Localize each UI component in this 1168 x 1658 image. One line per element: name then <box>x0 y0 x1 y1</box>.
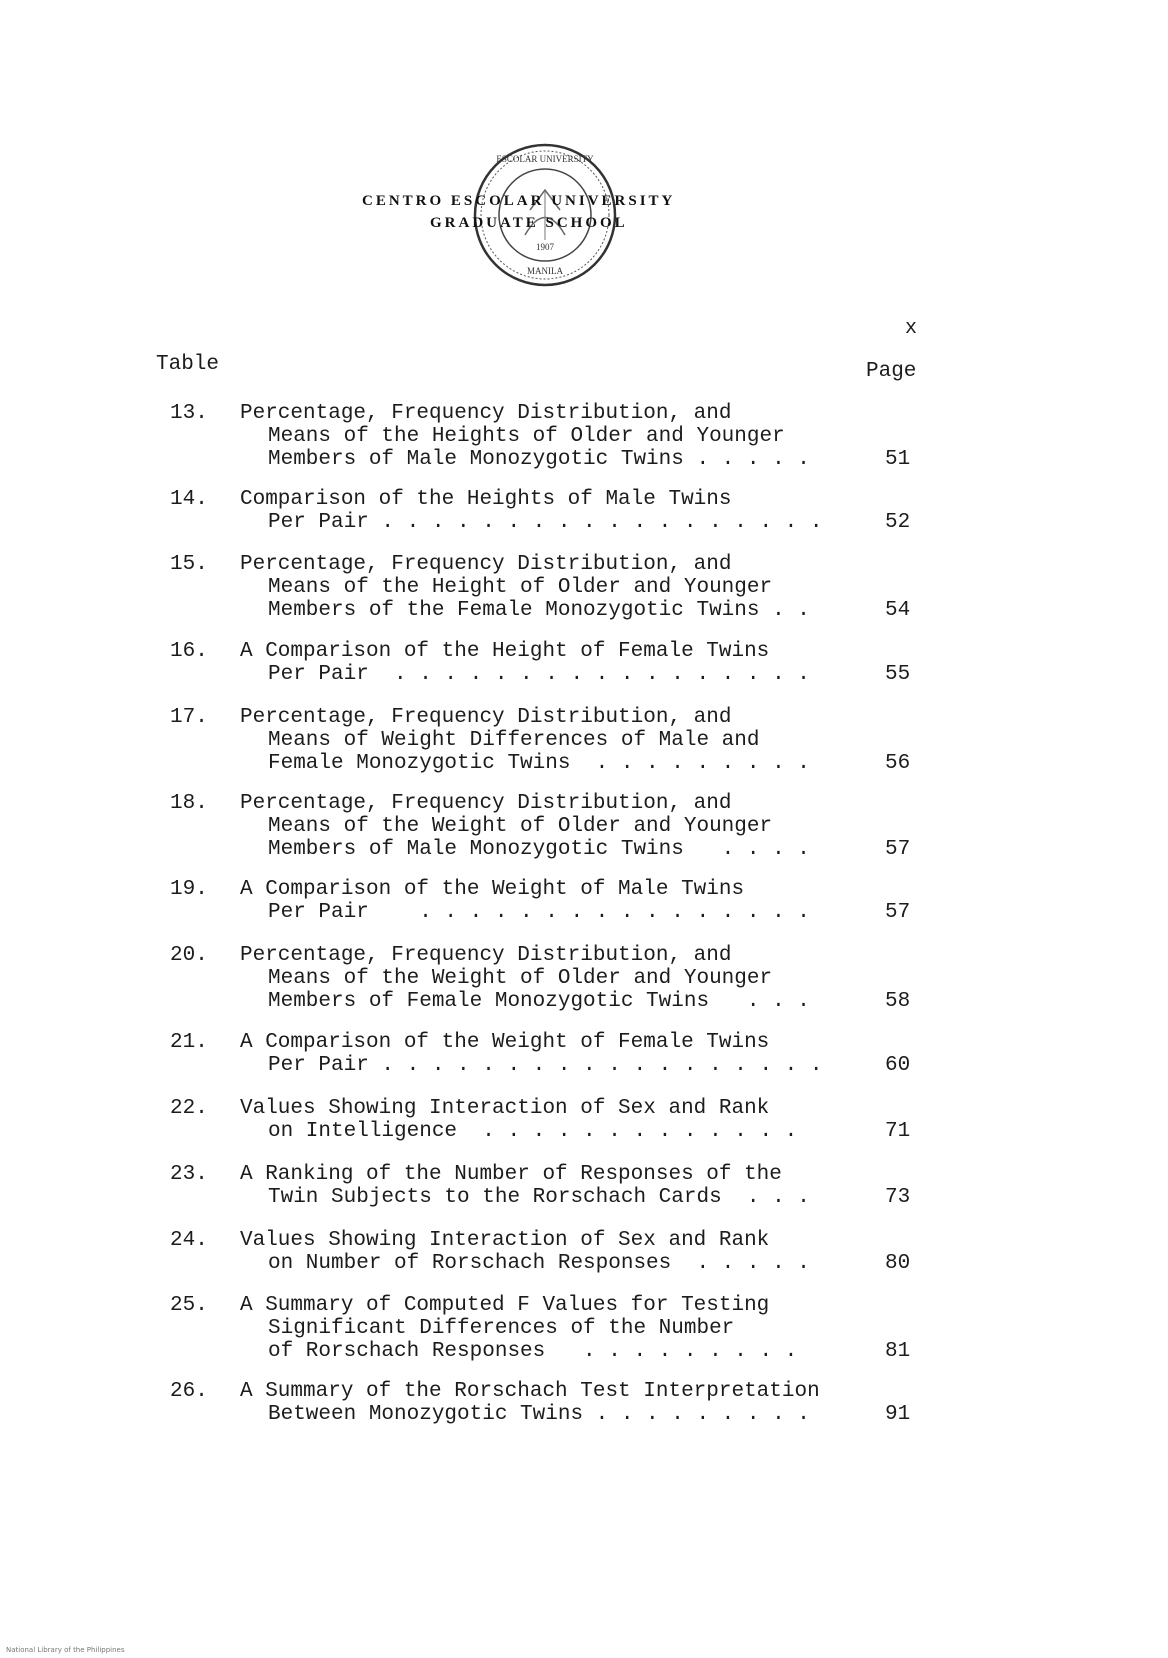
title-line: Percentage, Frequency Distribution, and <box>240 553 732 576</box>
page-reference: 81 <box>885 1340 911 1363</box>
table-title <box>240 1229 860 1275</box>
page-reference: 52 <box>885 511 911 534</box>
title-line: Per Pair . . . . . . . . . . . . . . . . . <box>268 663 810 686</box>
page-reference: 60 <box>885 1054 911 1077</box>
page-reference: 57 <box>885 838 911 861</box>
page-reference: 57 <box>885 901 911 924</box>
table-number: 14. <box>170 488 208 511</box>
table-number: 25. <box>170 1294 208 1317</box>
table-number: 24. <box>170 1229 208 1252</box>
title-line: Percentage, Frequency Distribution, and <box>240 944 732 967</box>
table-title <box>240 944 860 1013</box>
page-reference: 80 <box>885 1252 911 1275</box>
title-line: A Summary of Computed F Values for Testing <box>240 1294 770 1317</box>
page-number: x <box>905 317 918 340</box>
title-line: A Comparison of the Weight of Female Twins <box>240 1031 770 1054</box>
title-line: Values Showing Interaction of Sex and Rank <box>240 1229 770 1252</box>
title-line: Means of the Heights of Older and Younger <box>268 425 785 448</box>
title-line: Means of the Weight of Older and Younger <box>268 815 773 838</box>
title-line: Percentage, Frequency Distribution, and <box>240 792 732 815</box>
title-line: Members of Male Monozygotic Twins . . . . . <box>268 448 810 471</box>
footer-note: National Library of the Philippines <box>6 1646 125 1654</box>
title-line: Values Showing Interaction of Sex and Rank <box>240 1097 770 1120</box>
title-line: of Rorschach Responses . . . . . . . . . <box>268 1340 798 1363</box>
table-number: 16. <box>170 640 208 663</box>
title-line: A Comparison of the Weight of Male Twins <box>240 878 745 901</box>
table-title <box>240 706 860 775</box>
table-title <box>240 1163 860 1209</box>
title-line: Percentage, Frequency Distribution, and <box>240 706 732 729</box>
table-title <box>240 1380 860 1426</box>
title-line: A Ranking of the Number of Responses of the <box>240 1163 782 1186</box>
column-header-page: Page <box>866 360 917 383</box>
page-reference: 51 <box>885 448 911 471</box>
table-number: 15. <box>170 553 208 576</box>
title-line: Per Pair . . . . . . . . . . . . . . . . . . <box>268 511 823 534</box>
title-line: on Intelligence . . . . . . . . . . . . . <box>268 1120 798 1143</box>
title-line: Means of the Height of Older and Younger <box>268 576 773 599</box>
page-reference: 54 <box>885 599 911 622</box>
title-line: A Comparison of the Height of Female Twins <box>240 640 770 663</box>
page-reference: 56 <box>885 752 911 775</box>
title-line: Members of the Female Monozygotic Twins . . <box>268 599 810 622</box>
title-line: Per Pair . . . . . . . . . . . . . . . . . . <box>268 1054 823 1077</box>
table-number: 23. <box>170 1163 208 1186</box>
page-reference: 91 <box>885 1403 911 1426</box>
table-number: 19. <box>170 878 208 901</box>
table-number: 26. <box>170 1380 208 1403</box>
seal-text-bottom: MANILA <box>527 266 563 276</box>
table-title <box>240 1097 860 1143</box>
table-title <box>240 878 860 924</box>
table-title <box>240 553 860 622</box>
table-title <box>240 1031 860 1077</box>
title-line: Female Monozygotic Twins . . . . . . . . . <box>268 752 810 775</box>
title-line: Twin Subjects to the Rorschach Cards . . . <box>268 1186 810 1209</box>
page-reference: 71 <box>885 1120 911 1143</box>
header-school-name: GRADUATE SCHOOL <box>430 215 628 231</box>
page-reference: 58 <box>885 990 911 1013</box>
title-line: Means of the Weight of Older and Younger <box>268 967 773 990</box>
title-line: Per Pair . . . . . . . . . . . . . . . . <box>268 901 810 924</box>
table-title <box>240 640 860 686</box>
title-line: Members of Male Monozygotic Twins . . . . <box>268 838 810 861</box>
column-header-table: Table <box>156 353 220 376</box>
title-line: Percentage, Frequency Distribution, and <box>240 402 732 425</box>
table-title <box>240 792 860 861</box>
table-number: 18. <box>170 792 208 815</box>
title-line: Significant Differences of the Number <box>268 1317 735 1340</box>
page-reference: 55 <box>885 663 911 686</box>
header-university-name: CENTRO ESCOLAR UNIVERSITY <box>362 193 676 209</box>
title-line: Comparison of the Heights of Male Twins <box>240 488 732 511</box>
title-line: Members of Female Monozygotic Twins . . . <box>268 990 810 1013</box>
table-title <box>240 1294 860 1363</box>
table-number: 22. <box>170 1097 208 1120</box>
table-title <box>240 402 860 471</box>
title-line: on Number of Rorschach Responses . . . . . <box>268 1252 810 1275</box>
title-line: Between Monozygotic Twins . . . . . . . . . <box>268 1403 810 1426</box>
table-number: 21. <box>170 1031 208 1054</box>
table-number: 13. <box>170 402 208 425</box>
seal-text-top: ESCOLAR UNIVERSITY <box>496 154 594 164</box>
page-reference: 73 <box>885 1186 911 1209</box>
title-line: A Summary of the Rorschach Test Interpretation <box>240 1380 820 1403</box>
seal-year: 1907 <box>536 242 554 252</box>
table-number: 20. <box>170 944 208 967</box>
table-title <box>240 488 860 534</box>
title-line: Means of Weight Differences of Male and <box>268 729 760 752</box>
table-number: 17. <box>170 706 208 729</box>
